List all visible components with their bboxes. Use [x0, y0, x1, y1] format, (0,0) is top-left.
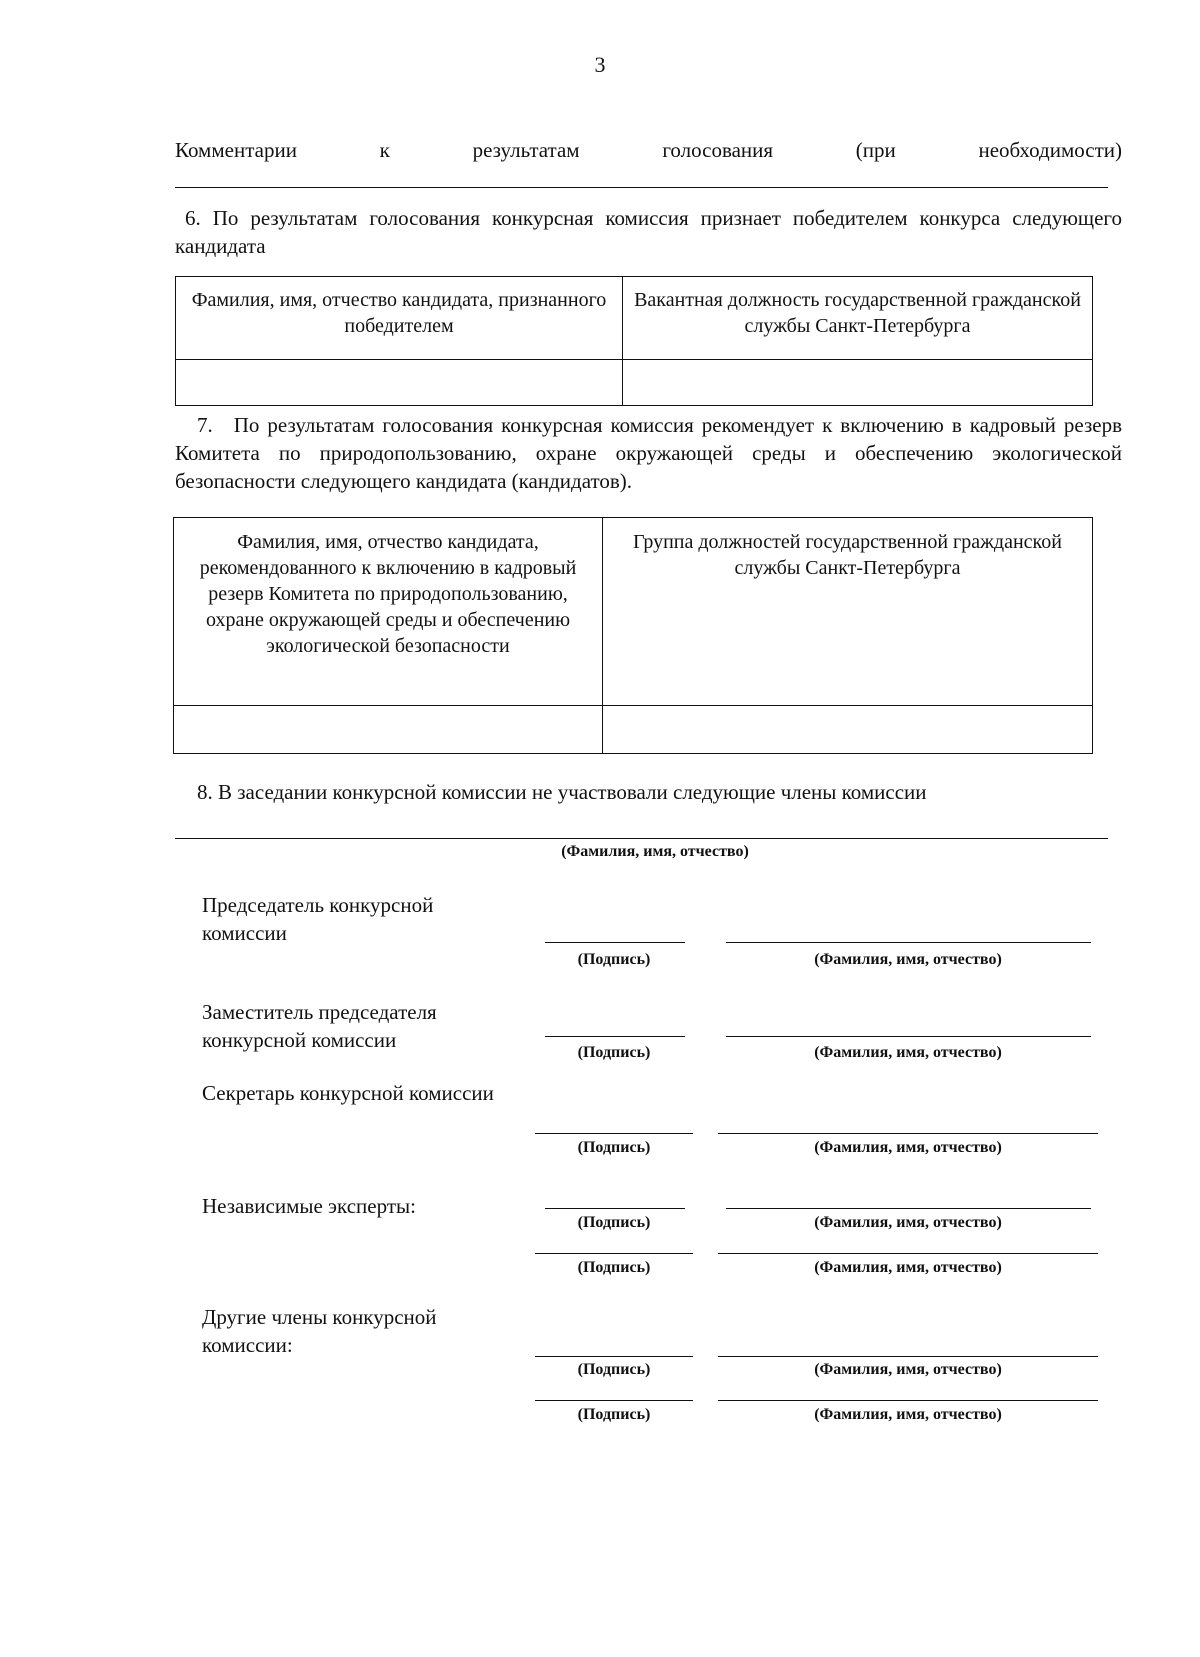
comments-word: необходимости): [978, 138, 1122, 162]
section6-text: 6. По результатам голосования конкурсная комиссия признает победителем конкурса следующего кандидата: [175, 206, 1122, 258]
other-members-label: Другие члены конкурсной комиссии:: [202, 1305, 437, 1357]
chairman-signature-line[interactable]: [545, 942, 685, 943]
position-group-cell[interactable]: [603, 706, 1093, 754]
chairman-name-line[interactable]: [726, 942, 1091, 943]
comments-word: голосования: [662, 138, 774, 162]
absent-members-line[interactable]: [175, 838, 1108, 839]
position-group-header: Группа должностей государственной гражданской службы Санкт-Петербурга: [603, 518, 1093, 706]
member1-signature-line[interactable]: [535, 1356, 693, 1357]
signature-caption: (Подпись): [577, 1139, 651, 1156]
full-name-caption: (Фамилия, имя, отчество): [814, 1044, 1002, 1061]
section8-text: 8. В заседании конкурсной комиссии не участвовали следующие члены комиссии: [197, 780, 927, 804]
expert2-signature-line[interactable]: [535, 1253, 693, 1254]
member1-name-line[interactable]: [718, 1356, 1098, 1357]
winner-table: [175, 276, 1093, 406]
comments-word: (при: [855, 138, 896, 162]
chairman-label: Председатель конкурсной комиссии: [202, 893, 434, 945]
comments-word: результатам: [472, 138, 580, 162]
signature-caption: (Подпись): [577, 951, 651, 968]
signature-caption: (Подпись): [577, 1361, 651, 1378]
absent-members-caption: (Фамилия, имя, отчество): [561, 843, 749, 860]
vacant-position-header: Вакантная должность государственной гражданской службы Санкт-Петербурга: [623, 277, 1093, 360]
reserve-name-header: Фамилия, имя, отчество кандидата, рекомендованного к включению в кадровый резерв Комитета по природопользованию, охране окружающей среды и обеспечению экологической безопасности: [174, 518, 603, 706]
expert2-name-line[interactable]: [718, 1253, 1098, 1254]
vacant-position-cell[interactable]: [623, 360, 1093, 406]
member2-signature-line[interactable]: [535, 1400, 693, 1401]
comments-word: к: [379, 138, 390, 162]
deputy-name-line[interactable]: [726, 1036, 1091, 1037]
full-name-caption: (Фамилия, имя, отчество): [814, 1139, 1002, 1156]
deputy-signature-line[interactable]: [545, 1036, 685, 1037]
page-number: 3: [594, 52, 606, 77]
comments-fill-line[interactable]: [175, 187, 1108, 188]
signature-caption: (Подпись): [577, 1406, 651, 1423]
reserve-name-cell[interactable]: [174, 706, 603, 754]
secretary-signature-line[interactable]: [535, 1133, 693, 1134]
signature-caption: (Подпись): [577, 1259, 651, 1276]
deputy-label: Заместитель председателя конкурсной комиссии: [202, 1000, 437, 1052]
secretary-label: Секретарь конкурсной комиссии: [202, 1081, 494, 1105]
signature-caption: (Подпись): [577, 1044, 651, 1061]
full-name-caption: (Фамилия, имя, отчество): [814, 1214, 1002, 1231]
experts-label: Независимые эксперты:: [202, 1194, 416, 1218]
comments-word: Комментарии: [175, 138, 297, 162]
winner-name-header: Фамилия, имя, отчество кандидата, признанного победителем: [176, 277, 623, 360]
section7-text: 7. По результатам голосования конкурсная комиссия рекомендует к включению в кадровый резерв Комитета по природопользованию, охране окружающей среды и обеспечению экологической безопасности следующего кандидата (кандидатов).: [175, 413, 1122, 493]
signature-caption: (Подпись): [577, 1214, 651, 1231]
secretary-name-line[interactable]: [718, 1133, 1098, 1134]
winner-name-cell[interactable]: [176, 360, 623, 406]
comments-heading: [175, 138, 1122, 163]
expert1-name-line[interactable]: [726, 1208, 1091, 1209]
member2-name-line[interactable]: [718, 1400, 1098, 1401]
expert1-signature-line[interactable]: [545, 1208, 685, 1209]
full-name-caption: (Фамилия, имя, отчество): [814, 1259, 1002, 1276]
full-name-caption: (Фамилия, имя, отчество): [814, 1406, 1002, 1423]
reserve-table: [173, 517, 1093, 754]
full-name-caption: (Фамилия, имя, отчество): [814, 951, 1002, 968]
full-name-caption: (Фамилия, имя, отчество): [814, 1361, 1002, 1378]
